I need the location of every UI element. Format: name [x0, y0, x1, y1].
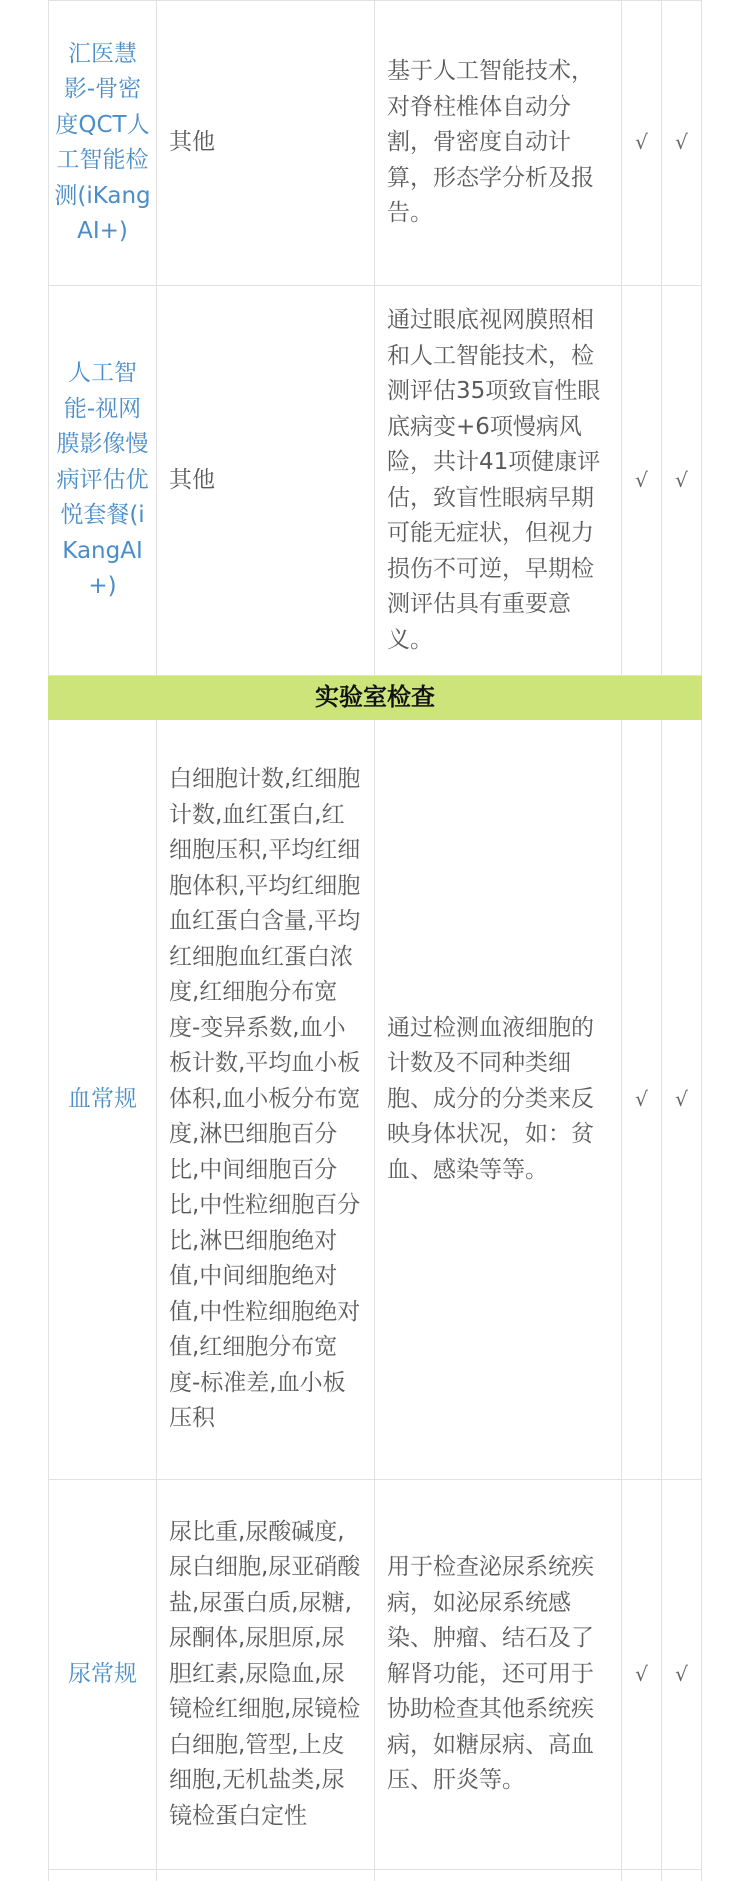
exam-items-cell: 其他 — [157, 286, 375, 676]
check-mark: √ — [622, 720, 662, 1480]
check-mark: √ — [662, 1480, 702, 1870]
table-row-partial — [49, 1870, 702, 1881]
exam-name-link[interactable] — [49, 1870, 157, 1881]
check-mark: √ — [662, 286, 702, 676]
exam-description-cell: 用于检查泌尿系统疾病，如泌尿系统感染、肿瘤、结石及了解肾功能，还可用于协助检查其他系统疾病，如糖尿病、高血压、肝炎等。 — [375, 1480, 622, 1870]
exam-description-cell: 基于人工智能技术，对脊柱椎体自动分割，骨密度自动计算，形态学分析及报告。 — [375, 1, 622, 286]
exam-items-cell: 其他 — [157, 1, 375, 286]
table-row — [49, 286, 702, 676]
exam-description-cell — [375, 1870, 622, 1881]
exam-description-cell: 通过眼底视网膜照相和人工智能技术，检测评估35项致盲性眼底病变+6项慢病风险，共计41项健康评估，致盲性眼病早期可能无症状，但视力损伤不可逆，早期检测评估具有重要意义。 — [375, 286, 622, 676]
check-cell — [662, 1870, 702, 1881]
exam-items-cell — [157, 1870, 375, 1881]
exam-description-cell: 通过检测血液细胞的计数及不同种类细胞、成分的分类来反映身体状况，如：贫血、感染等等。 — [375, 720, 622, 1480]
exam-name-link[interactable]: 人工智能-视网膜影像慢病评估优悦套餐(iKangAI+) — [49, 286, 157, 676]
exam-name-link[interactable]: 尿常规 — [49, 1480, 157, 1870]
section-title: 实验室检查 — [49, 676, 702, 720]
table-row — [49, 720, 702, 1480]
exam-items-cell: 白细胞计数,红细胞计数,血红蛋白,红细胞压积,平均红细胞体积,平均红细胞血红蛋白含量,平均红细胞血红蛋白浓度,红细胞分布宽度-变异系数,血小板计数,平均血小板体积,血小板分布宽度,淋巴细胞百分比,中间细胞百分比,中性粒细胞百分比,淋巴细胞绝对值,中间细胞绝对值,中性粒细胞绝对值,红细胞分布宽度-标准差,血小板压积 — [157, 720, 375, 1480]
exam-name-link[interactable]: 汇医慧影-骨密度QCT人工智能检测(iKangAI+) — [49, 1, 157, 286]
exam-items-table — [48, 0, 702, 1881]
table-row — [49, 1480, 702, 1870]
table-row — [49, 1, 702, 286]
section-header-row — [49, 676, 702, 720]
exam-name-link[interactable]: 血常规 — [49, 720, 157, 1480]
check-mark: √ — [622, 1, 662, 286]
check-mark: √ — [662, 1, 702, 286]
check-cell — [622, 1870, 662, 1881]
exam-items-cell: 尿比重,尿酸碱度,尿白细胞,尿亚硝酸盐,尿蛋白质,尿糖,尿酮体,尿胆原,尿胆红素,尿隐血,尿镜检红细胞,尿镜检白细胞,管型,上皮细胞,无机盐类,尿镜检蛋白定性 — [157, 1480, 375, 1870]
check-mark: √ — [622, 286, 662, 676]
check-mark: √ — [622, 1480, 662, 1870]
check-mark: √ — [662, 720, 702, 1480]
